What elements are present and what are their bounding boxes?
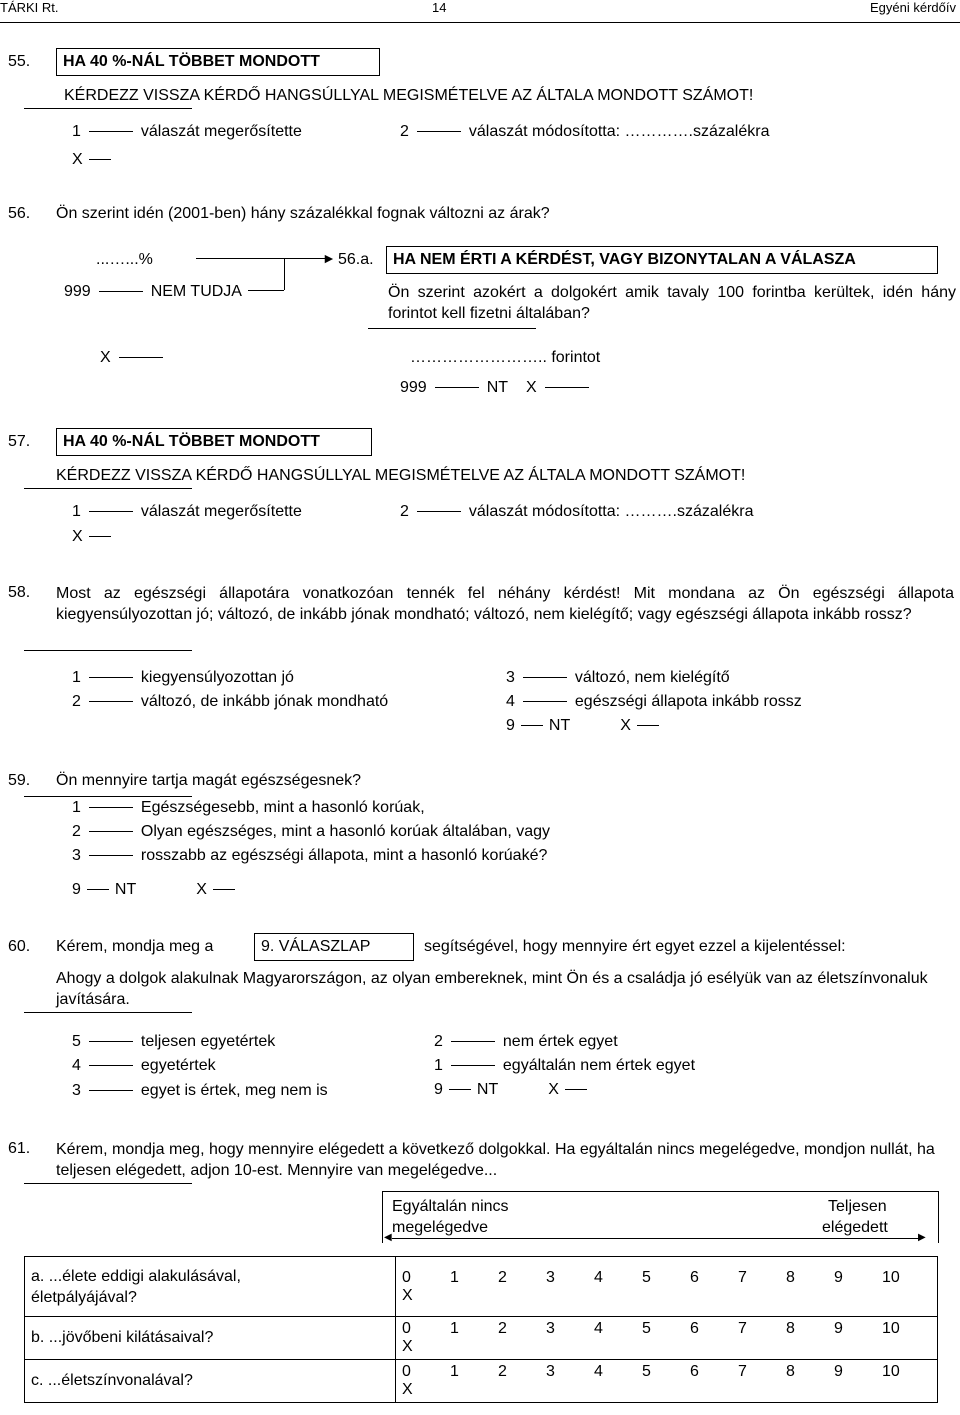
q58-number: 58. [8,584,31,601]
q59-option-1-code: 1 [72,799,81,816]
scale-value-7[interactable]: 7 [738,1320,747,1337]
dash [451,1041,495,1042]
scale-value-10[interactable]: 10 [882,1268,900,1286]
q59-option-2-code: 2 [72,823,81,840]
q56a-rule [368,328,536,329]
header-page-number: 14 [432,0,447,15]
q58-option-nt[interactable] [506,716,665,736]
q55-option-x-code: X [72,151,83,168]
scale-value-0[interactable]: 0 [402,1320,411,1337]
scale-header-frame [382,1191,938,1192]
dash [89,159,111,160]
q60-option-2-label: nem értek egyet [502,1033,618,1050]
q56-connector [196,258,284,259]
q56-nt-code: 999 [64,283,91,300]
scale-value-7[interactable]: 7 [738,1268,747,1286]
dash [89,807,133,808]
q61-number: 61. [8,1140,31,1157]
dash [89,831,133,832]
q59-rule [24,796,192,797]
scale-value-x[interactable]: X [402,1338,413,1355]
satisfaction-table [24,1256,938,1403]
row-label [25,1317,396,1360]
q60-option-5-label: teljesen egyetértek [140,1033,276,1050]
dash [451,1065,495,1066]
q57-option-x[interactable] [72,527,117,547]
q59-option-1[interactable] [72,798,425,818]
scale-choices-c[interactable] [396,1360,938,1403]
q60-question-end: segítségével, hogy mennyire ért egyet ezzel a kijelentéssel: [424,938,846,955]
scale-value-2[interactable]: 2 [498,1320,507,1337]
q57-option-1-label: válaszát megerősítette [140,503,302,520]
q56-number: 56. [8,205,31,222]
dash [89,701,133,702]
q59-option-3-label: rosszabb az egészségi állapota, mint a hasonló korúaké? [140,847,548,864]
dash [89,536,111,537]
q57-option-2-code: 2 [400,503,409,520]
arrow-left-icon: ◀ [384,1232,392,1243]
scale-value-x[interactable]: X [402,1381,413,1398]
q60-option-1-code: 1 [434,1057,443,1074]
header-right: Egyéni kérdőív [870,0,956,15]
q60-option-5-code: 5 [72,1033,81,1050]
q57-option-x-code: X [72,528,83,545]
scale-value-0[interactable]: 0 [402,1268,411,1286]
q56-connector [248,290,284,291]
q59-option-2-label: Olyan egészséges, mint a hasonló korúak általában, vagy [140,823,551,840]
scale-value-5[interactable]: 5 [642,1268,651,1286]
q60-number: 60. [8,938,31,955]
q58-option-4[interactable] [506,692,802,712]
scale-value-5[interactable]: 5 [642,1320,651,1337]
dash [521,725,543,726]
q56-option-999[interactable] [64,282,242,302]
scale-value-6[interactable]: 6 [690,1363,699,1380]
scale-value-8[interactable]: 8 [786,1268,795,1286]
q55-instruction: KÉRDEZZ VISSZA KÉRDŐ HANGSÚLLYAL MEGISMÉTELVE AZ ÁLTALA MONDOTT SZÁMOT! [64,87,754,104]
q60-question-start: Kérem, mondja meg a [56,938,214,955]
q60-option-3-code: 3 [72,1082,81,1099]
q55-rule [24,108,192,109]
arrow-right-icon: ► [322,250,336,266]
q56-answer-field[interactable]: ...…...% [96,251,153,268]
scale-value-10[interactable]: 10 [882,1363,900,1380]
q58-question: Most az egészségi állapotára vonatkozóan tennék fel néhány kérdést! Mit mondana az Ön egészségi állapota kiegyensúlyozottan jó; változó, de inkább jónak mondható; változó, nem kielégítő; vagy egészségi állapota inkább rossz? [56,585,954,623]
q60-option-5[interactable] [72,1032,275,1052]
q58-option-4-label: egészségi állapota inkább rossz [574,693,802,710]
scale-header-frame [938,1191,939,1243]
q56a-nt-code: 999 [400,379,427,396]
dash [89,511,133,512]
q58-option-3-label: változó, nem kielégítő [574,669,730,686]
dash [523,701,567,702]
q60-x-code: X [548,1081,559,1098]
q60-option-4-label: egyetértek [140,1057,216,1074]
row-label-line-2: életpályájával? [31,1288,137,1306]
q59-option-2[interactable] [72,822,550,842]
q55-option-x[interactable] [72,150,117,170]
q57-option-2-label: válaszát módosította: ……….százalékra [468,503,754,520]
q60-nt-label: NT [476,1081,499,1098]
dash [89,131,133,132]
dash [213,889,235,890]
q55-option-2-label: válaszát módosította: ………….százalékra [468,123,770,140]
dash [435,387,479,388]
dash [89,855,133,856]
q60-option-nt[interactable] [434,1080,593,1100]
q56-nt-label: NEM TUDJA [150,283,242,300]
q59-nt-code: 9 [72,881,81,898]
dash [89,1041,133,1042]
q57-number: 57. [8,433,31,450]
scale-value-2[interactable]: 2 [498,1268,507,1286]
q58-option-3[interactable] [506,668,730,688]
q61-rule [24,1183,192,1184]
scale-value-1[interactable]: 1 [450,1363,459,1380]
dash [417,131,461,132]
q56a-answer-field[interactable]: …………………….. forintot [410,349,601,366]
table-row [25,1317,938,1360]
scale-value-4[interactable]: 4 [594,1320,603,1337]
q58-option-2-label: változó, de inkább jónak mondható [140,693,389,710]
q60-option-3-label: egyet is értek, meg nem is [140,1082,328,1099]
q58-option-1[interactable] [72,668,294,688]
q60-option-2[interactable] [434,1032,618,1052]
row-code: b. [31,1329,45,1346]
scale-value-6[interactable]: 6 [690,1320,699,1337]
q60-rule [24,1012,192,1013]
header-rule [0,22,960,23]
scale-value-1[interactable]: 1 [450,1268,459,1286]
scale-value-8[interactable]: 8 [786,1363,795,1380]
q60-option-4[interactable] [72,1056,216,1076]
q58-option-1-code: 1 [72,669,81,686]
scale-arrow-line [392,1238,920,1239]
scale-value-9[interactable]: 9 [834,1320,843,1337]
q58-option-1-label: kiegyensúlyozottan jó [140,669,294,686]
q57-option-1[interactable] [72,502,302,522]
q60-nt-code: 9 [434,1081,443,1098]
scale-left-heading-line-1: Egyáltalán nincs [392,1198,509,1215]
table-row [25,1360,938,1403]
q55-option-1-code: 1 [72,123,81,140]
q60-option-2-code: 2 [434,1033,443,1050]
row-label [25,1360,396,1403]
table-row [25,1257,938,1317]
scale-value-4[interactable]: 4 [594,1268,603,1286]
q57-rule [24,488,192,489]
q60-statement: Ahogy a dolgok alakulnak Magyarországon, az olyan embereknek, mint Ön és a családja jó esélyük van az életszínvonaluk javítására. [56,970,928,1008]
q58-option-2[interactable] [72,692,388,712]
q58-nt-label: NT [548,717,571,734]
scale-value-0[interactable]: 0 [402,1363,411,1380]
header-left: TÁRKI Rt. [0,0,59,15]
q57-option-1-code: 1 [72,503,81,520]
q56a-option-nt[interactable] [400,378,597,398]
q56-option-x[interactable] [100,348,171,368]
dash [89,1065,133,1066]
row-code: a. [31,1267,45,1285]
q60-showcard-box: 9. VÁLASZLAP [254,933,414,961]
q59-option-1-label: Egészségesebb, mint a hasonló korúak, [140,799,425,816]
dash [523,677,567,678]
q60-option-3[interactable] [72,1081,328,1101]
row-label-line-1: ...élete eddigi alakulásával, [48,1267,241,1285]
dash [89,677,133,678]
q61-question: Kérem, mondja meg, hogy mennyire elégedett a következő dolgokkal. Ha egyáltalán nincs megelégedve, mondjon nullát, ha teljesen elégedett, adjon 10-est. Mennyire van megelégedve... [56,1141,935,1179]
q60-option-1-label: egyáltalán nem értek egyet [502,1057,696,1074]
scale-choices-b[interactable] [396,1317,938,1360]
scale-value-6[interactable]: 6 [690,1268,699,1286]
scale-value-1[interactable]: 1 [450,1320,459,1337]
row-label [25,1257,396,1317]
q55-option-2[interactable] [400,122,769,142]
q56-connector [284,258,285,290]
scale-value-9[interactable]: 9 [834,1268,843,1286]
dash [89,1090,133,1091]
scale-value-3[interactable]: 3 [546,1320,555,1337]
q56a-nt-label: NT [486,379,509,396]
scale-right-heading-line-2: elégedett [822,1219,888,1236]
scale-value-3[interactable]: 3 [546,1363,555,1380]
q57-condition-box: HA 40 %-NÁL TÖBBET MONDOTT [56,428,372,456]
dash [99,291,143,292]
q58-option-2-code: 2 [72,693,81,710]
row-label-line-1: ...jövőbeni kilátásaival? [48,1329,214,1346]
dash [449,1089,471,1090]
scale-value-10[interactable]: 10 [882,1320,900,1337]
q58-nt-code: 9 [506,717,515,734]
q55-option-2-code: 2 [400,123,409,140]
q59-option-3[interactable] [72,846,547,866]
q56-question: Ön szerint idén (2001-ben) hány százalékkal fognak változni az árak? [56,205,550,222]
dash [565,1089,587,1090]
q56a-condition-box: HA NEM ÉRTI A KÉRDÉST, VAGY BIZONYTALAN A VÁLASZA [386,246,938,274]
q56-x-code: X [100,349,111,366]
q59-x-code: X [196,881,207,898]
q59-number: 59. [8,772,31,789]
q59-question: Ön mennyire tartja magát egészségesnek? [56,772,362,789]
q60-option-4-code: 4 [72,1057,81,1074]
q59-option-nt[interactable] [72,880,241,900]
arrow-right-icon: ▶ [918,1232,926,1243]
scale-value-4[interactable]: 4 [594,1363,603,1380]
q56a-x-code: X [526,379,537,396]
q60-option-1[interactable] [434,1056,695,1076]
q57-option-2[interactable] [400,502,753,522]
dash [87,889,109,890]
row-code: c. [31,1372,44,1389]
scale-value-9[interactable]: 9 [834,1363,843,1380]
q58-rule [24,650,192,651]
dash [545,387,589,388]
scale-value-x[interactable]: X [402,1286,413,1304]
q55-number: 55. [8,53,31,70]
scale-header-frame [382,1191,383,1243]
scale-value-2[interactable]: 2 [498,1363,507,1380]
q55-condition-box: HA 40 %-NÁL TÖBBET MONDOTT [56,48,380,76]
q57-instruction: KÉRDEZZ VISSZA KÉRDŐ HANGSÚLLYAL MEGISMÉTELVE AZ ÁLTALA MONDOTT SZÁMOT! [56,467,746,484]
q59-nt-label: NT [114,881,137,898]
q58-option-3-code: 3 [506,669,515,686]
q58-option-4-code: 4 [506,693,515,710]
dash [119,357,163,358]
scale-value-5[interactable]: 5 [642,1363,651,1380]
scale-left-heading-line-2: megelégedve [392,1219,489,1236]
dash [637,725,659,726]
scale-choices-a[interactable] [396,1257,938,1317]
scale-value-3[interactable]: 3 [546,1268,555,1286]
q55-option-1-label: válaszát megerősítette [140,123,302,140]
q58-x-code: X [620,717,631,734]
q56a-question: Ön szerint azokért a dolgokért amik tavaly 100 forintba kerültek, idén hány forintot kell fizetni általában? [388,284,956,322]
scale-value-8[interactable]: 8 [786,1320,795,1337]
q55-option-1[interactable] [72,122,302,142]
row-label-line-1: ...életszínvonalával? [47,1372,193,1389]
scale-right-heading-line-1: Teljesen [828,1198,887,1215]
dash [417,511,461,512]
q59-option-3-code: 3 [72,847,81,864]
scale-value-7[interactable]: 7 [738,1363,747,1380]
q56a-label: 56.a. [338,251,374,268]
